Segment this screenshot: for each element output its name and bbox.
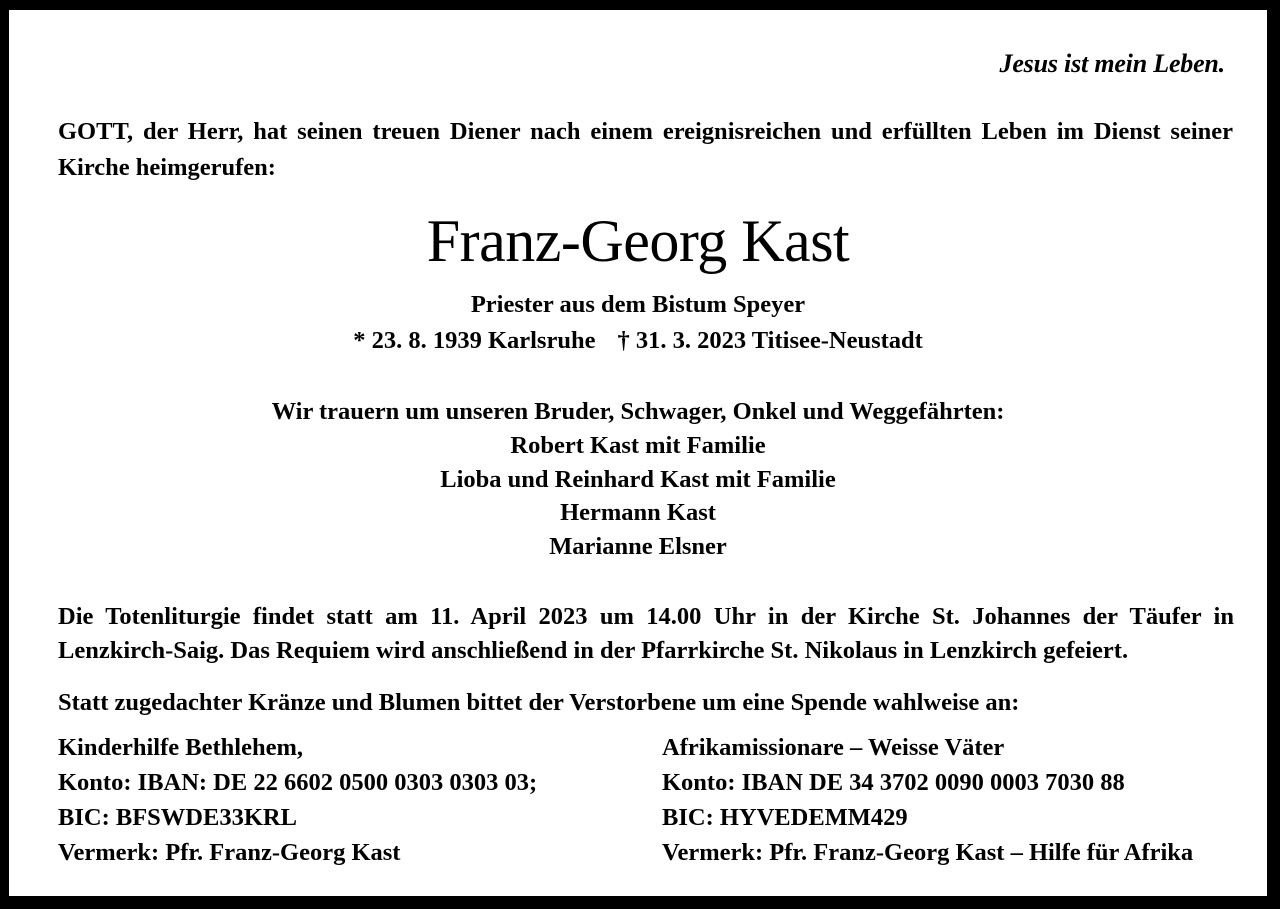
intro-text: GOTT, der Herr, hat seinen treuen Diener nach einem ereignisreichen und erfüllten Leben im Dienst seiner Kirche heimgerufen: — [58, 118, 1233, 181]
donation-account-right — [662, 730, 1193, 870]
death-date: † 31. 3. 2023 Titisee-Neustadt — [617, 327, 923, 354]
account-org: Kinderhilfe Bethlehem, — [58, 734, 303, 761]
deceased-name: Franz-Georg Kast — [426, 208, 850, 274]
account-iban: Konto: IBAN: DE 22 6602 0500 0303 0303 03; — [58, 769, 538, 796]
mourner-name: Marianne Elsner — [549, 532, 727, 560]
mourning-heading: Wir trauern um unseren Bruder, Schwager, Onkel und Weggefährten: — [271, 398, 1005, 425]
account-iban: Konto: IBAN DE 34 3702 0090 0003 7030 88 — [662, 769, 1125, 796]
birth-date: * 23. 8. 1939 Karlsruhe — [353, 327, 596, 354]
mourner-name: Hermann Kast — [560, 499, 716, 527]
donation-account-left — [58, 730, 537, 870]
mourner-name: Robert Kast mit Familie — [510, 432, 766, 459]
donation-intro: Statt zugedachter Kränze und Blumen bittet der Verstorbene um eine Spende wahlweise an: — [58, 689, 1020, 716]
account-org: Afrikamissionare – Weisse Väter — [662, 734, 1005, 761]
account-vermerk: Vermerk: Pfr. Franz-Georg Kast — [58, 839, 401, 866]
deceased-role: Priester aus dem Bistum Speyer — [470, 291, 806, 318]
account-bic: BIC: HYVEDEMM429 — [662, 804, 908, 831]
mourner-name: Lioba und Reinhard Kast mit Familie — [440, 465, 836, 493]
life-dates — [9, 324, 1267, 358]
account-vermerk: Vermerk: Pfr. Franz-Georg Kast – Hilfe für Afrika — [662, 839, 1194, 866]
mourners-list — [9, 429, 1267, 563]
account-bic: BIC: BFSWDE33KRL — [58, 804, 297, 831]
obituary-notice — [9, 10, 1267, 896]
motto: Jesus ist mein Leben. — [999, 49, 1225, 78]
service-info: Die Totenliturgie findet statt am 11. April 2023 um 14.00 Uhr in der Kirche St. Johannes der Täufer in Lenzkirch-Saig. Das Requiem wird anschließend in der Pfarrkirche St. Nikolaus in Lenzkirch gefeiert. — [58, 603, 1234, 664]
